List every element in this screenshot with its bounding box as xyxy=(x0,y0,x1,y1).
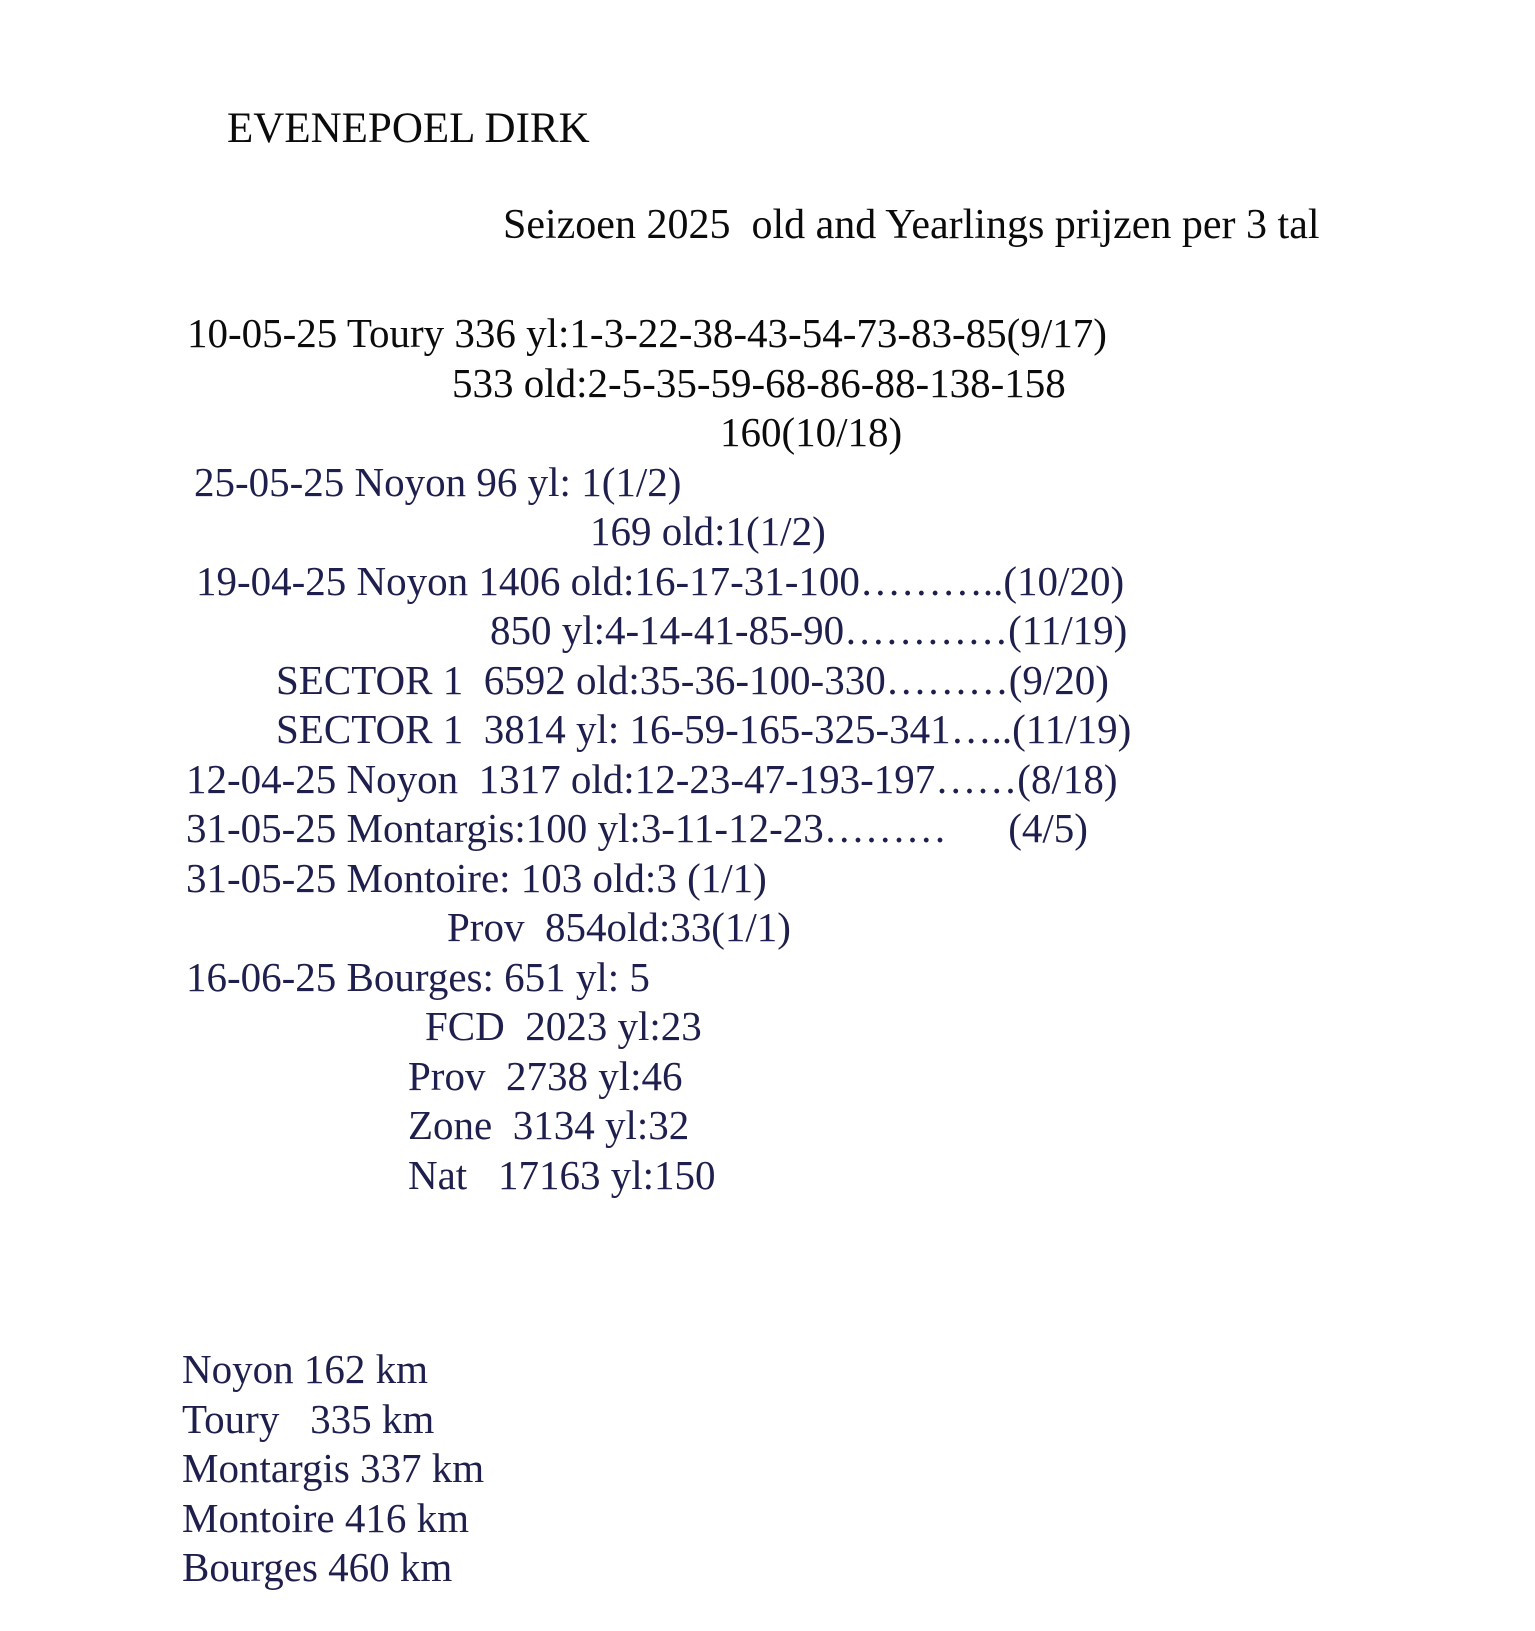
result-line: 19-04-25 Noyon 1406 old:16-17-31-100………..(10/20) xyxy=(196,557,1125,604)
result-line: 533 old:2-5-35-59-68-86-88-138-158 xyxy=(452,359,1066,406)
result-line: Prov 854old:33(1/1) xyxy=(447,904,791,950)
result-line: 12-04-25 Noyon 1317 old:12-23-47-193-197……(8/18) xyxy=(186,755,1118,802)
result-line: SECTOR 1 6592 old:35-36-100-330………(9/20) xyxy=(276,656,1109,703)
result-line: SECTOR 1 3814 yl: 16-59-165-325-341…..(11/19) xyxy=(276,706,1132,752)
result-line: 25-05-25 Noyon 96 yl: 1(1/2) xyxy=(194,458,682,505)
result-line: 169 old:1(1/2) xyxy=(590,508,826,554)
result-line: 31-05-25 Montoire: 103 old:3 (1/1) xyxy=(186,854,767,901)
result-line: Prov 2738 yl:46 xyxy=(408,1052,683,1099)
distance-line: Noyon 162 km xyxy=(182,1346,428,1392)
result-line: FCD 2023 yl:23 xyxy=(425,1003,702,1049)
result-line: Zone 3134 yl:32 xyxy=(408,1102,690,1148)
results-block xyxy=(0,309,1535,1200)
result-line: 16-06-25 Bourges: 651 yl: 5 xyxy=(186,953,650,1000)
distance-line: Toury 335 km xyxy=(182,1395,435,1442)
page-title: EVENEPOEL DIRK xyxy=(227,105,590,152)
result-line: 31-05-25 Montargis:100 yl:3-11-12-23……… (4/5) xyxy=(186,805,1088,851)
result-line: 850 yl:4-14-41-85-90…………(11/19) xyxy=(490,607,1128,653)
result-line: 160(10/18) xyxy=(720,409,903,455)
distances-block xyxy=(182,1345,484,1593)
distance-line: Montoire 416 km xyxy=(182,1494,469,1541)
page-subtitle: Seizoen 2025 old and Yearlings prijzen per 3 tal xyxy=(503,202,1320,248)
distance-line: Bourges 460 km xyxy=(182,1544,453,1590)
result-line: 10-05-25 Toury 336 yl:1-3-22-38-43-54-73-83-85(9/17) xyxy=(187,310,1107,356)
distance-line: Montargis 337 km xyxy=(182,1445,485,1491)
result-line: Nat 17163 yl:150 xyxy=(408,1151,716,1198)
